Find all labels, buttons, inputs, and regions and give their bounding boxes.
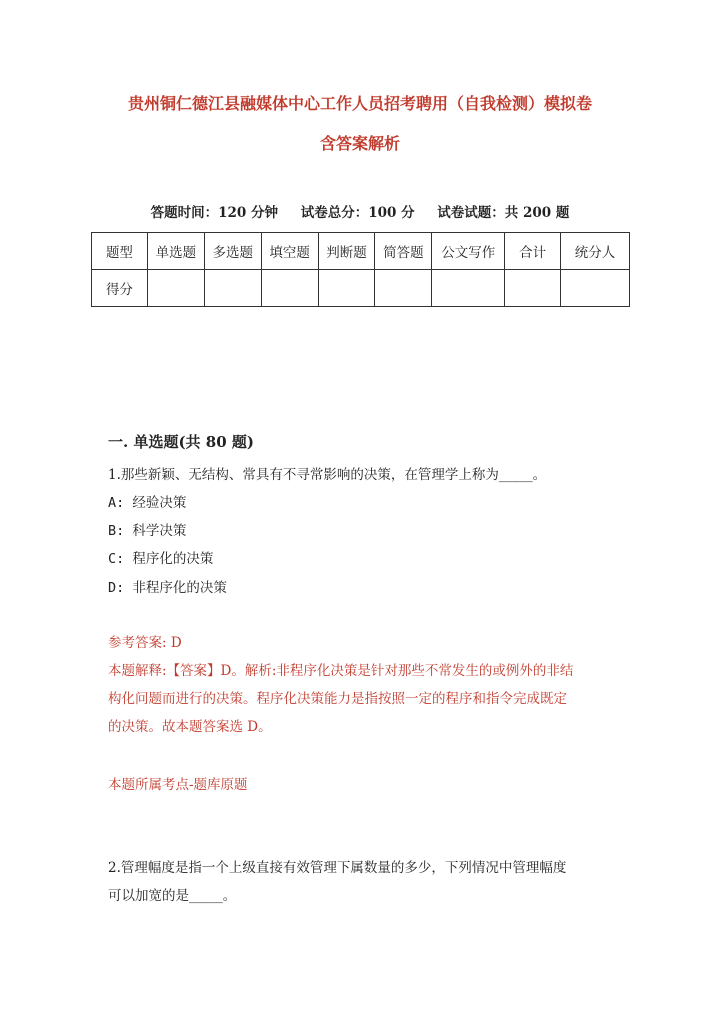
question-2-stem-line: 2.管理幅度是指一个上级直接有效管理下属数量的多少，下列情况中管理幅度 xyxy=(108,860,567,876)
question-1-answer: 参考答案: D xyxy=(108,635,182,651)
exam-time: 答题时间：120 分钟 xyxy=(150,205,278,221)
exam-info xyxy=(0,201,720,221)
question-1-explanation-line: 构化问题而进行的决策。程序化决策能力是指按照一定的程序和指令完成既定 xyxy=(108,691,567,707)
table-header-cell: 多选题 xyxy=(204,233,261,270)
document-title: 贵州铜仁德江县融媒体中心工作人员招考聘用（自我检测）模拟卷 xyxy=(127,94,592,113)
question-1-option-b: B: 科学决策 xyxy=(108,523,187,539)
question-2-stem-line: 可以加宽的是_____。 xyxy=(108,888,237,904)
document-subtitle: 含答案解析 xyxy=(319,134,400,153)
question-1-option-d: D: 非程序化的决策 xyxy=(108,580,227,596)
exam-total-score: 试卷总分：100 分 xyxy=(300,205,415,221)
score-row-label: 得分 xyxy=(92,270,148,307)
score-table xyxy=(91,232,630,307)
score-cell xyxy=(432,270,505,307)
table-header-cell: 单选题 xyxy=(147,233,204,270)
question-1-option-a: A: 经验决策 xyxy=(108,495,187,511)
question-1-option-c: C: 程序化的决策 xyxy=(108,551,214,567)
score-cell xyxy=(318,270,375,307)
score-cell xyxy=(147,270,204,307)
score-table-header xyxy=(92,233,630,270)
score-cell xyxy=(561,270,630,307)
table-header-cell: 合计 xyxy=(505,233,561,270)
question-1-explanation-line: 本题解释:【答案】D。解析:非程序化决策是针对那些不常发生的或例外的非结 xyxy=(108,663,574,679)
section-heading: 一. 单选题(共 80 题) xyxy=(108,433,254,451)
table-header-cell: 统分人 xyxy=(561,233,630,270)
question-1-explanation-line: 的决策。故本题答案选 D。 xyxy=(108,719,272,735)
exam-question-count: 试卷试题：共 200 题 xyxy=(437,205,570,221)
table-header-cell: 公文写作 xyxy=(432,233,505,270)
score-cell xyxy=(261,270,318,307)
score-table-row xyxy=(92,270,630,307)
table-header-cell: 填空题 xyxy=(261,233,318,270)
table-header-cell: 题型 xyxy=(92,233,148,270)
score-cell xyxy=(204,270,261,307)
score-cell xyxy=(505,270,561,307)
table-header-cell: 简答题 xyxy=(375,233,432,270)
table-header-cell: 判断题 xyxy=(318,233,375,270)
question-1-source: 本题所属考点-题库原题 xyxy=(108,777,248,793)
score-cell xyxy=(375,270,432,307)
question-1-stem: 1.那些新颖、无结构、常具有不寻常影响的决策，在管理学上称为_____。 xyxy=(108,467,547,483)
